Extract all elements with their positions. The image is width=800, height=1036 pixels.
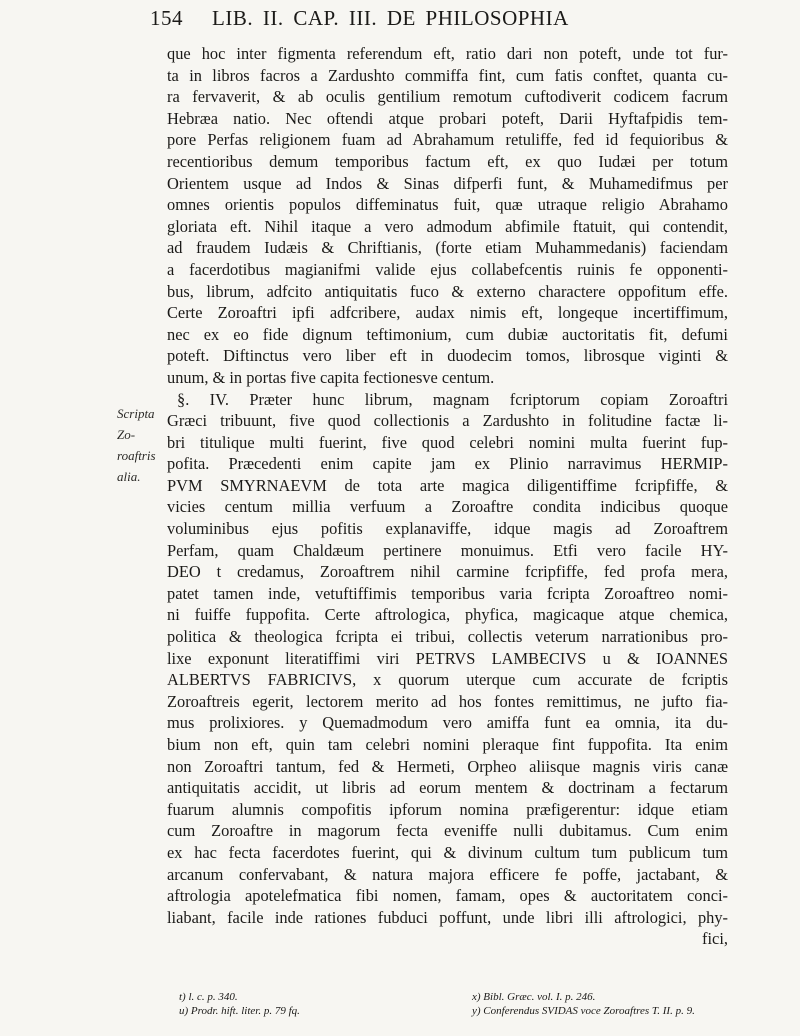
text-line-20: pofita. Præcedenti enim capite jam ex Plinio narravimus HERMIP- (167, 454, 728, 474)
text-line-28: politica & theologica fcripta ei tribui, collectis veterum narrationibus pro- (167, 627, 728, 647)
text-line-39: arcanum confervabant, & natura majora efficere fe poffe, jactabant, & (167, 864, 728, 884)
text-line-2: ta in libros facros a Zardushto commiffa fint, cum fatis conftet, quanta cu- (167, 65, 728, 85)
text-line-34: non Zoroaftri tantum, fed & Hermeti, Orpheo aliisque magnis viris canæ (167, 756, 728, 776)
text-line-21: PVM SMYRNAEVM de tota arte magica diligentiffime fcripfiffe, & (167, 475, 728, 495)
text-line-29: lixe exponunt literatiffimi viri PETRVS LAMBECIVS u & IOANNES (167, 648, 728, 668)
text-line-41: liabant, facile inde rationes fubduci poffunt, unde libri illi aftrologici, phy- (167, 907, 728, 927)
main-text (167, 43, 728, 950)
text-line-32: mus prolixiores. y Quemadmodum vero amiffa funt ea omnia, ita du- (167, 713, 728, 733)
text-line-4: Hebræa natio. Nec oftendi atque probari poteft, Darii Hyftafpidis tem- (167, 108, 728, 128)
text-line-30: ALBERTVS FABRICIVS, x quorum uterque cum accurate de fcriptis (167, 670, 728, 690)
text-line-37: cum Zoroaftre in magorum fecta eveniffe nulli dubitamus. Cum enim (167, 821, 728, 841)
text-line-36: fuarum alumnis compofitis ipforum nomina præfigerentur: idque etiam (167, 799, 728, 819)
text-line-17: §. IV. Præter hunc librum, magnam fcriptorum copiam Zoroaftri (177, 389, 728, 409)
footnote-u: u) Prodr. hift. liter. p. 79 fq. (179, 1005, 300, 1017)
text-line-10: ad fraudem Iudæis & Chriftianis, (forte etiam Muhammedanis) faciendam (167, 238, 728, 258)
text-line-16: unum, & in portas five capita fectionesve centum. (167, 367, 495, 387)
text-line-8: omnes orientis populos diffeminatus fuit, quæ utraque religio Abrahamo (167, 195, 728, 215)
footnotes-left (179, 990, 479, 1018)
text-line-40: aftrologia apotelefmatica fibi nomen, famam, opes & auctoritatem conci- (167, 886, 728, 906)
text-line-11: a facerdotibus magianifmi valide ejus collabefcentis ruinis fe opponenti- (167, 259, 728, 279)
text-line-31: Zoroaftreis egerit, lectorem merito ad hos fontes remittimus, ne jufto fia- (167, 691, 728, 711)
text-line-15: poteft. Diftinctus vero liber eft in duodecim tomos, librosque viginti & (167, 346, 728, 366)
text-line-3: ra fervaverit, & ab oculis gentilium remotum cuftodiverit codicem facrum (167, 87, 728, 107)
text-line-25: DEO t credamus, Zoroaftrem nihil carmine fcripfiffe, fed profa mera, (167, 562, 728, 582)
text-line-42: fici, (702, 929, 728, 949)
text-line-12: bus, librum, adfcito antiquitatis fuco & externo charactere oppofitum effe. (167, 281, 728, 301)
text-line-38: ex hac fecta facerdotes fuerint, qui & divinum cultum tum publicum tum (167, 842, 728, 862)
text-line-6: recentioribus demum temporibus factum eft, ex quo Iudæi per totum (167, 151, 728, 171)
text-line-26: patet tamen inde, vetuftiffimis temporibus varia fcripta Zoroaftreo nomi- (167, 583, 728, 603)
text-line-27: ni fuiffe fuppofita. Certe aftrologica, phyfica, magicaque atque chemica, (167, 605, 728, 625)
text-line-9: gloriata eft. Nihil itaque a vero admodum abfimile ftatuit, qui contendit, (167, 216, 728, 236)
text-line-23: voluminibus ejus pofitis explanaviffe, idque magis ad Zoroaftrem (167, 519, 728, 539)
text-line-1: que hoc inter figmenta referendum eft, ratio dari non poteft, unde tot fur- (167, 44, 728, 63)
text-line-19: bri titulique multi fuerint, five quod celebri nomini multa fuerint fup- (167, 432, 728, 452)
page-number: 154 (150, 6, 183, 30)
text-line-5: pore Perfas religionem fuam ad Abrahamum retuliffe, fed id fequioribus & (167, 130, 728, 150)
text-line-22: vicies centum millia verfuum a Zoroaftre condita indicibus quoque (167, 497, 728, 517)
text-line-18: Græci tribuunt, five quod collectionis a Zardushto in folitudine factæ li- (167, 411, 728, 431)
text-line-33: bium non eft, quin tam celebri nomini pleraque fint fuppofita. Ita enim (167, 735, 728, 754)
text-line-35: antiquitatis accidit, ut libris ad eorum mentem & doctrinam a fectarum (167, 778, 728, 798)
margin-note-line-2: roaftris alia. (117, 448, 156, 484)
margin-note-line-1: Scripta Zo- (117, 406, 155, 442)
text-line-13: Certe Zoroaftri ipfi adfcribere, audax nimis eft, longeque incertiffimum, (167, 303, 728, 323)
footnote-t: t) l. c. p. 340. (179, 991, 238, 1003)
text-line-24: Perfam, quam Chaldæum pertinere monuimus. Etfi vero facile HY- (167, 540, 728, 560)
footnote-x: x) Bibl. Græc. vol. I. p. 246. (472, 991, 596, 1003)
footnotes-right (472, 990, 772, 1018)
footnote-y: y) Conferendus SVIDAS voce Zoroaftres T. II. p. 9. (472, 1005, 695, 1017)
text-line-7: Orientem usque ad Indos & Sinas difperfi funt, & Muhamedifmus per (167, 173, 728, 193)
running-title: LIB. II. CAP. III. DE PHILOSOPHIA (212, 6, 569, 30)
text-line-14: nec ex eo fide dignum teftimonium, cum dubiæ auctoritatis fit, defumi (167, 324, 728, 344)
